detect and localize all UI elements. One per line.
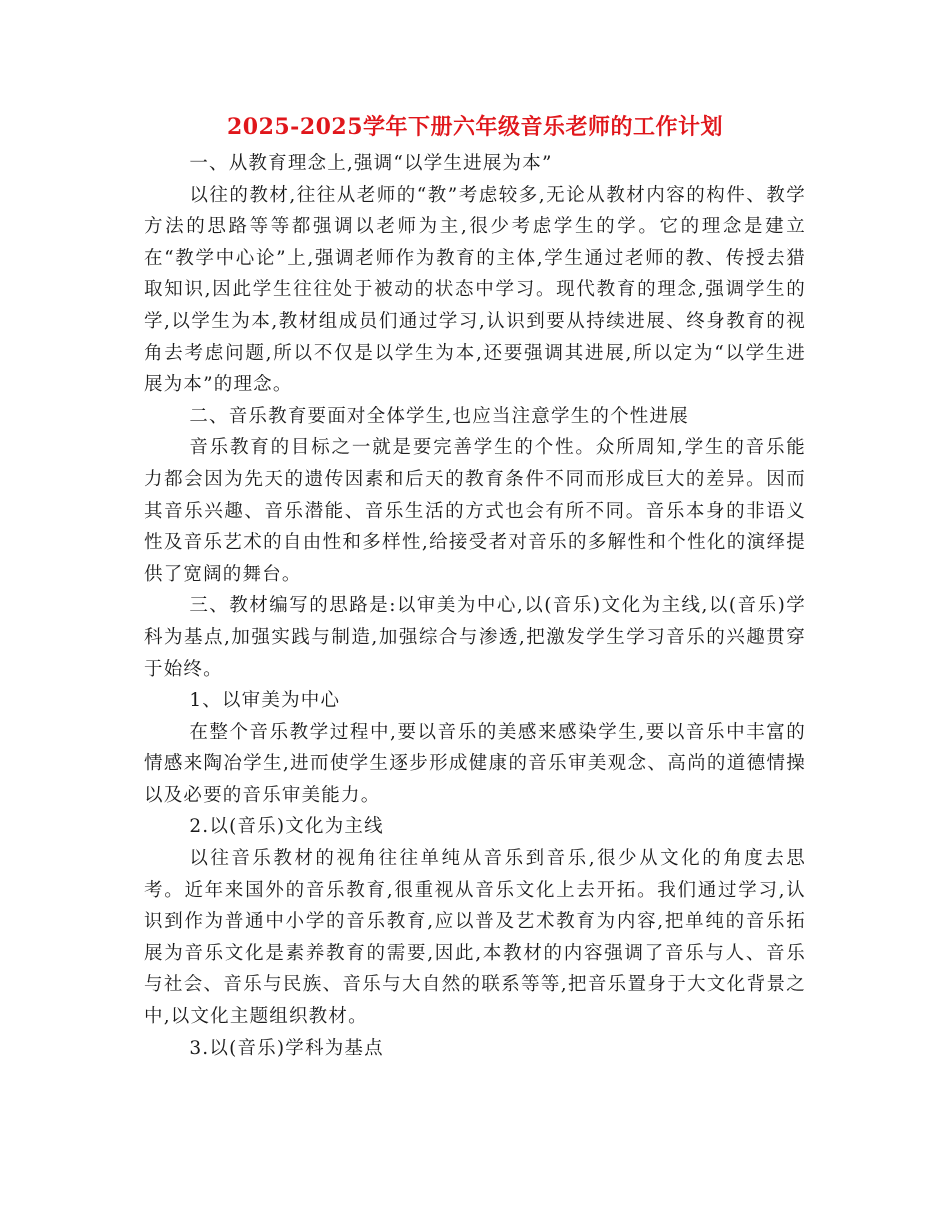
paragraph-3: 三、教材编写的思路是:以审美为中心,以(音乐)文化为主线,以(音乐)学科为基点,加强实践与制造,加强综合与渗透,把激发学生学习音乐的兴趣贯穿于始终。 xyxy=(144,595,806,680)
paragraph-2: 音乐教育的目标之一就是要完善学生的个性。众所周知,学生的音乐能力都会因为先天的遗传因素和后天的教育条件不同而形成巨大的差异。因而其音乐兴趣、音乐潜能、音乐生活的方式也会有所不同。音乐本身的非语义性及音乐艺术的自由性和多样性,给接受者对音乐的多解性和个性化的演绎提供了宽阔的舞台。 xyxy=(144,437,806,585)
subheading-1: 1、以审美为中心 xyxy=(189,690,341,712)
paragraph-5: 以往音乐教材的视角往往单纯从音乐到音乐,很少从文化的角度去思考。近年来国外的音乐教育,很重视从音乐文化上去开拓。我们通过学习,认识到作为普通中小学的音乐教育,应以普及艺术教育为内容,把单纯的音乐拓展为音乐文化是素养教育的需要,因此,本教材的内容强调了音乐与人、音乐与社会、音乐与民族、音乐与大自然的联系等等,把音乐置身于大文化背景之中,以文化主题组织教材。 xyxy=(144,848,806,1028)
section-heading-2: 二、音乐教育要面对全体学生,也应当注意学生的个性进展 xyxy=(189,405,689,427)
section-heading-1: 一、从教育理念上,强调“以学生进展为本” xyxy=(189,153,553,174)
paragraph-1: 以往的教材,往往从老师的“教”考虑较多,无论从教材内容的构件、教学方法的思路等等都强调以老师为主,很少考虑学生的学。它的理念是建立在“教学中心论”上,强调老师作为教育的主体,学生通过老师的教、传授去猎取知识,因此学生往往处于被动的状态中学习。现代教育的理念,强调学生的学,以学生为本,教材组成员们通过学习,认识到要从持续进展、终身教育的视角去考虑问题,所以不仅是以学生为本,还要强调其进展,所以定为“以学生进展为本”的理念。 xyxy=(144,184,806,396)
document-title: 2025-2025学年下册六年级音乐老师的工作计划 xyxy=(226,114,724,140)
paragraph-4: 在整个音乐教学过程中,要以音乐的美感来感染学生,要以音乐中丰富的情感来陶冶学生,进而使学生逐步形成健康的音乐审美观念、高尚的道德情操以及必要的音乐审美能力。 xyxy=(144,721,806,806)
subheading-2: 2.以(音乐)文化为主线 xyxy=(189,816,384,838)
document-body xyxy=(144,148,806,1064)
subheading-3: 3.以(音乐)学科为基点 xyxy=(189,1037,384,1059)
